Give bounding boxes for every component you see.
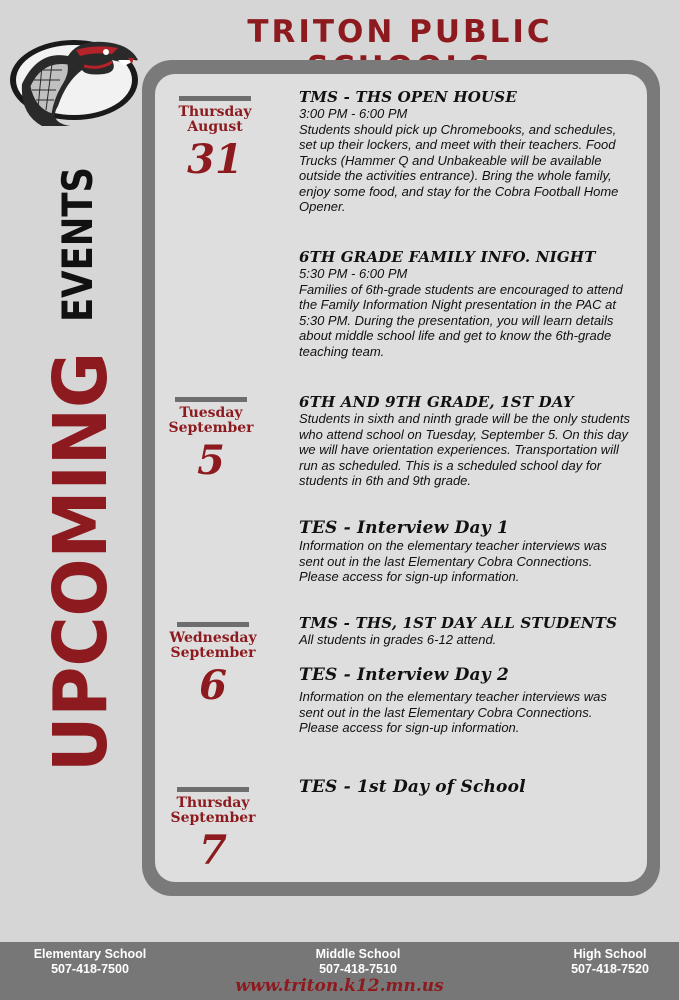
- page-title: TRITON PUBLIC: [247, 14, 553, 50]
- school-name: High School: [573, 947, 647, 961]
- event-title: 6TH AND 9TH GRADE, 1ST DAY: [299, 393, 574, 411]
- date-weekday: Tuesday: [179, 405, 243, 421]
- school-phone: 507-418-7520: [571, 962, 649, 976]
- date-weekday: Wednesday: [169, 630, 257, 646]
- date-divider: [177, 622, 249, 627]
- event-title: TMS - THS, 1ST DAY ALL STUDENTS: [299, 614, 618, 632]
- date-block-aug-31: [155, 96, 275, 183]
- upcoming-events-heading: [24, 138, 124, 780]
- date-weekday: Thursday: [176, 795, 250, 811]
- date-number: 7: [199, 827, 227, 874]
- date-divider: [175, 397, 247, 402]
- school-name: Middle School: [315, 947, 401, 961]
- event-title: TES - Interview Day 2: [299, 665, 510, 685]
- date-month: August: [187, 119, 243, 135]
- date-block-sep-6: [153, 622, 273, 709]
- event-tes-first-day: [299, 777, 631, 797]
- date-number: 6: [199, 662, 227, 709]
- date-divider: [177, 787, 249, 792]
- school-name: Elementary School: [33, 947, 147, 961]
- event-description: Information on the elementary teacher interviews was sent out in the last Elementary Cobra Connections. Please access for sign-up information.: [299, 689, 607, 735]
- date-month: September: [170, 810, 256, 826]
- date-weekday: Thursday: [178, 104, 252, 120]
- date-number: 5: [197, 437, 225, 484]
- date-divider: [179, 96, 251, 101]
- event-6th-grade-info-night: [299, 248, 631, 359]
- event-description: Students in sixth and ninth grade will be the only students who attend school on Tuesday, September 5. On this day we will have orientation experiences. Transportation will run as scheduled. This is a scheduled school day for students in 6th and 9th grade.: [299, 411, 630, 488]
- event-title: TMS - THS OPEN HOUSE: [299, 88, 517, 106]
- event-title: TES - Interview Day 1: [299, 518, 510, 538]
- school-phone: 507-418-7510: [319, 962, 397, 976]
- school-phone: 507-418-7500: [51, 962, 129, 976]
- footer-elementary: [20, 947, 160, 977]
- event-title: TES - 1st Day of School: [299, 777, 526, 797]
- event-title: 6TH GRADE FAMILY INFO. NIGHT: [299, 248, 596, 266]
- date-number: 31: [187, 136, 243, 183]
- event-open-house: [299, 88, 631, 215]
- event-time: 3:00 PM - 6:00 PM: [299, 106, 408, 121]
- events-word: EVENTS: [53, 138, 102, 322]
- event-6th-9th-first-day: [299, 393, 631, 489]
- event-description: Families of 6th-grade students are encouraged to attend the Family Information Night presentation in the PAC at 5:30 PM. During the presentation, you will learn details about middle school life and get to know the 6th-grade teaching team.: [299, 281, 623, 359]
- upcoming-word: UPCOMING: [38, 316, 124, 772]
- event-description: Students should pick up Chromebooks, and schedules, set up their lockers, and meet with their teachers. Food Trucks (Hammer Q and Unbakeable will be available outside the activities entrance). Bring the whole family, enjoy some food, and stay for the Cobra Football Home Opener.: [299, 121, 619, 214]
- cobra-logo: [8, 30, 148, 128]
- date-month: September: [168, 420, 254, 436]
- date-block-sep-7: [153, 787, 273, 874]
- event-interview-day-2: [299, 665, 631, 736]
- date-month: September: [170, 645, 256, 661]
- event-interview-day-1: [299, 518, 631, 585]
- event-all-students-first-day: [299, 614, 631, 648]
- date-block-sep-5: [151, 397, 271, 484]
- website-link[interactable]: www.triton.k12.mn.us: [235, 976, 444, 996]
- event-time: 5:30 PM - 6:00 PM: [299, 266, 408, 281]
- event-description: All students in grades 6-12 attend.: [299, 632, 497, 647]
- footer-middle: [288, 947, 428, 977]
- event-description: Information on the elementary teacher interviews was sent out in the last Elementary Cobra Connections. Please access for sign-up information.: [299, 538, 607, 584]
- footer-high: [540, 947, 680, 977]
